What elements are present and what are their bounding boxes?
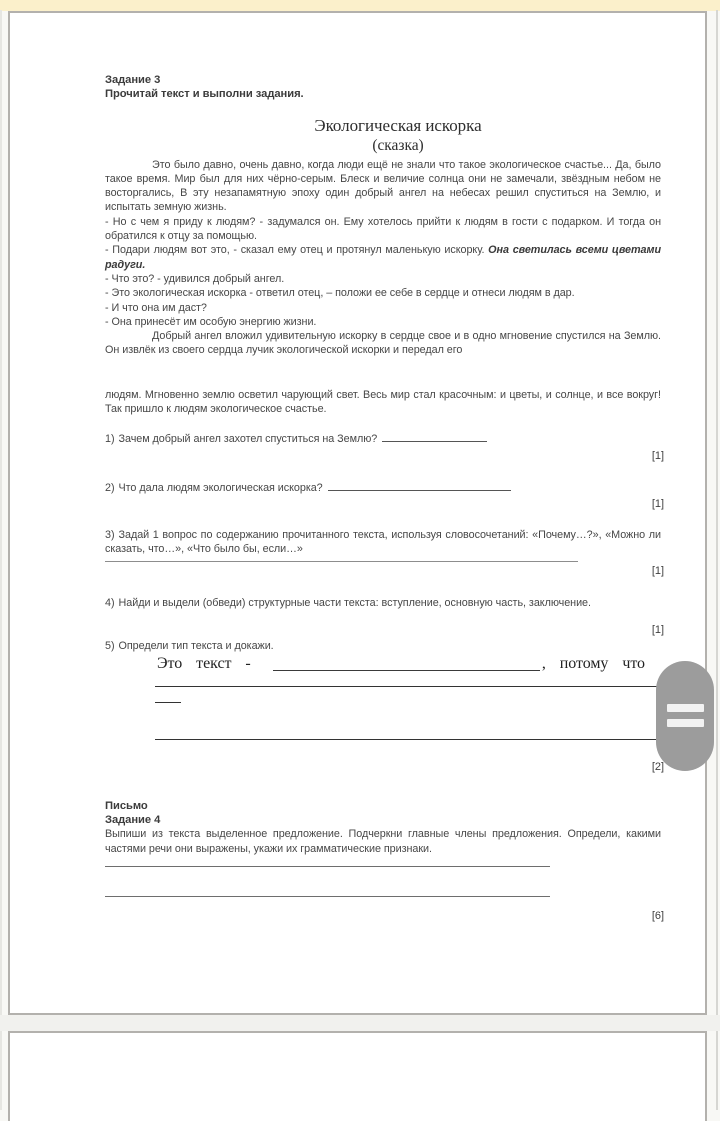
story-continuation: людям. Мгновенно землю осветил чарующий свет. Весь мир стал красочным: и цветы, и солнце, и все вокруг! Так пришло к людям экологическое счастье. xyxy=(105,388,661,416)
answer-line xyxy=(155,737,701,740)
task4-section-label: Письмо xyxy=(105,799,148,812)
answer-line xyxy=(105,864,550,867)
question-number: 2) xyxy=(105,481,115,494)
marks-badge: [2] xyxy=(651,761,664,774)
answer-suffix: , потому что xyxy=(541,655,645,673)
question-text: Зачем добрый ангел захотел спуститься на Землю? xyxy=(118,433,378,446)
question-text: Определи тип текста и докажи. xyxy=(118,640,274,653)
page-gap xyxy=(0,1015,720,1031)
scroll-handle[interactable] xyxy=(656,661,714,771)
question-number: 5) xyxy=(105,640,115,653)
answer-prefix: Это текст - xyxy=(157,655,251,673)
marks-badge: [1] xyxy=(651,498,664,511)
question-4 xyxy=(105,596,661,610)
story-paragraph: - Это экологическая искорка - ответил отец, – положи ее себе в сердце и отнеси людям в дар. xyxy=(105,287,575,300)
question-number: 1) xyxy=(105,433,115,446)
task4-section xyxy=(105,799,664,923)
question-text: Найди и выдели (обведи) структурные части текста: вступление, основную часть, заключение. xyxy=(118,597,591,610)
question-3 xyxy=(105,528,661,557)
question-1 xyxy=(105,432,661,446)
story-paragraph: Добрый ангел вложил удивительную искорку в сердце свое и в одно мгновение спустился на Землю. Он извлёк из своего сердца лучик экологической искорки и передал его xyxy=(105,330,661,357)
marks-badge: [1] xyxy=(651,623,664,636)
story-paragraph: - Она принесёт им особую энергию жизни. xyxy=(105,315,317,328)
left-edge-divider xyxy=(0,10,2,1110)
answer-line xyxy=(105,894,550,897)
marks-badge: [6] xyxy=(651,909,664,922)
question-5 xyxy=(105,639,661,653)
story-title: Экологическая искорка xyxy=(314,115,482,135)
marks-badge: [1] xyxy=(651,449,664,462)
document-page-2 xyxy=(8,1031,707,1121)
document-page-1 xyxy=(8,11,707,1015)
story-paragraph: - Но с чем я приду к людям? - задумался он. Ему хотелось прийти к людям в гости с подарком. И тогда он обратился к отцу за помощью. xyxy=(105,215,661,243)
worksheet-content xyxy=(105,73,664,923)
marks-badge: [1] xyxy=(651,565,664,578)
answer-blank xyxy=(273,668,540,671)
page-break-gap xyxy=(105,358,661,388)
highlighted-sentence: Она светилась всеми цветами радуги. xyxy=(105,244,661,271)
task4-instruction: Выпиши из текста выделенное предложение. Подчеркни главные члены предложения. Определи, какими частями речи они выражены, укажи их грамматические признаки. xyxy=(105,828,661,855)
question-text: Что дала людям экологическая искорка? xyxy=(118,481,323,494)
question-5-answer-template xyxy=(157,653,645,674)
answer-blank xyxy=(382,432,487,442)
story-paragraph: - Что это? - удивился добрый ангел. xyxy=(105,272,285,285)
story-paragraph: - И что она им даст? xyxy=(105,301,207,314)
story-text xyxy=(105,158,661,358)
task3-instruction: Прочитай текст и выполни задания. xyxy=(105,88,304,101)
story-paragraph: Это было давно, очень давно, когда люди ещё не знали что такое экологическое счастье... Да, было такое время. Мир был для них чёрно-серым. Блеск и величие солнца они не замечали, звёздным небом не восторгались, В эту незапамятную эпоху один добрый ангел на небесах решил спуститься на Землю, и испытать земную жизнь. xyxy=(105,158,661,214)
story-paragraph: - Подари людям вот это, - сказал ему отец и протянул маленькую искорку. Она светилась всеми цветами радуги. xyxy=(105,244,661,271)
question-text: Задай 1 вопрос по содержанию прочитанного текста, используя словосочетаний: «Почему…?», «Можно ли сказать, что…», «Что было бы, если…» xyxy=(105,528,661,555)
app-top-bar xyxy=(0,0,720,11)
answer-blank xyxy=(328,481,511,491)
task4-label: Задание 4 xyxy=(105,813,161,826)
task3-label: Задание 3 xyxy=(105,74,161,86)
answer-line xyxy=(155,684,701,687)
question-number: 3) xyxy=(105,528,115,541)
question-number: 4) xyxy=(105,597,115,610)
question-2 xyxy=(105,481,661,495)
answer-line xyxy=(155,700,181,703)
right-edge-divider xyxy=(716,10,718,1110)
answer-line xyxy=(105,559,578,562)
story-subtitle: (сказка) xyxy=(372,136,424,154)
